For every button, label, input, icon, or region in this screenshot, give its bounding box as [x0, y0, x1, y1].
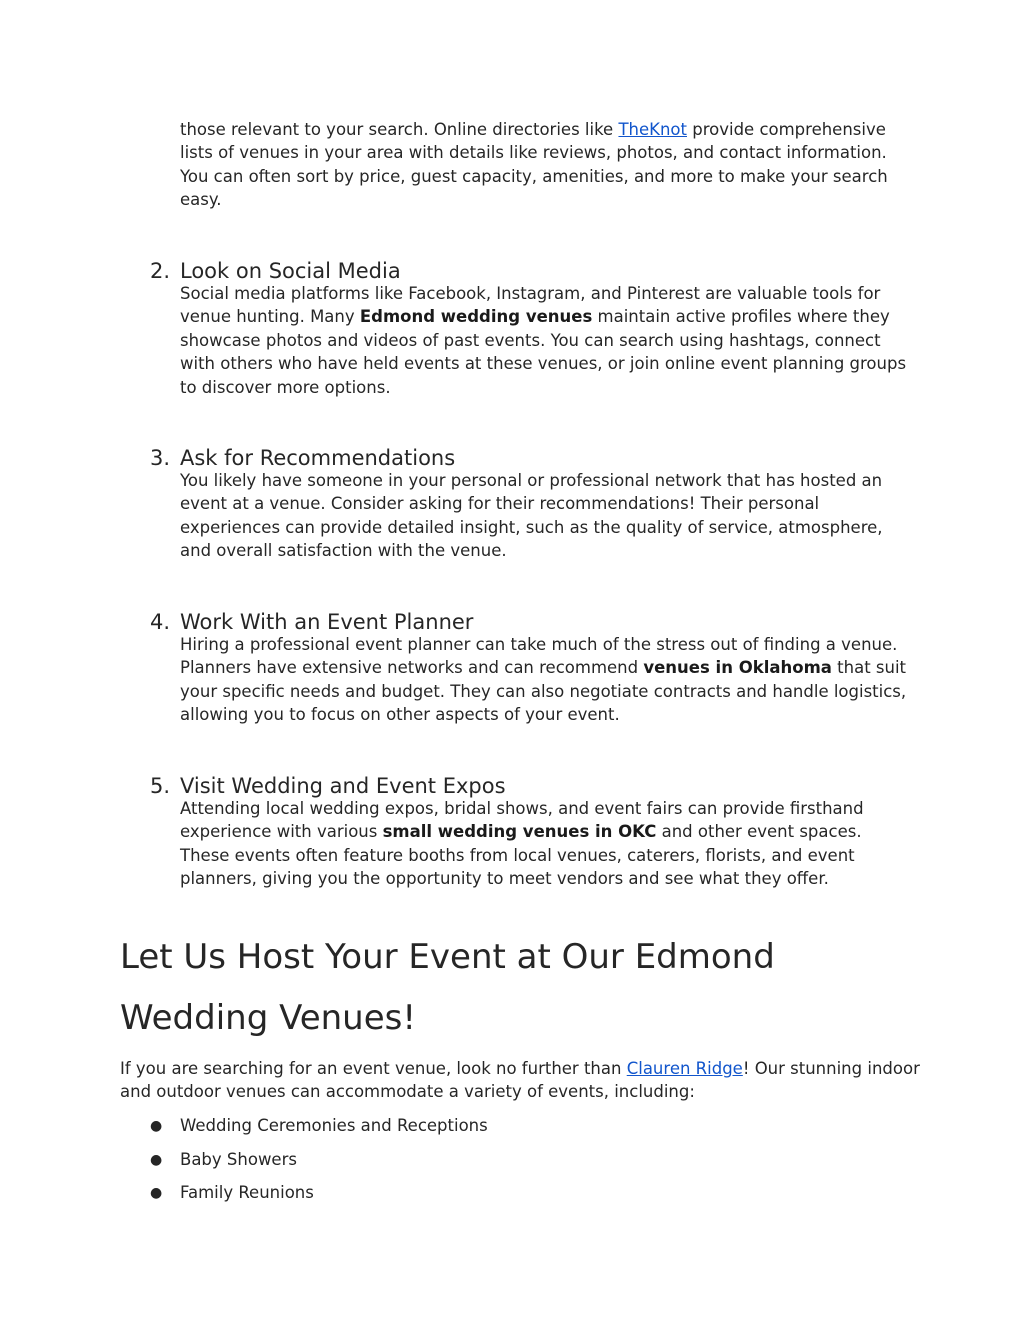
bullet-icon: ●	[150, 1185, 163, 1201]
intro-paragraph: those relevant to your search. Online directories like TheKnot provide comprehensive lists of venues in your area with details like reviews, photos, and contact information. You can often sort by price, guest capacity, amenities, and more to make your search easy.	[180, 120, 888, 210]
item-title-event-planner: Work With an Event Planner	[180, 610, 474, 634]
item-body-recommendations: You likely have someone in your personal or professional network that has hosted an event at a venue. Consider asking for their recommendations! Their personal experiences can provide detailed insight, such as the quality of service, atmosphere, and overall satisfaction with the venue.	[180, 471, 883, 561]
bold-keyword: small wedding venues in OKC	[382, 822, 657, 842]
item-number: 3.	[150, 446, 171, 470]
item-number: 2.	[150, 259, 171, 283]
item-body-expos: Attending local wedding expos, bridal shows, and event fairs can provide firsthand experience with various small wedding venues in OKC and other event spaces. These events often feature booths from local venues, caterers, florists, and event planners, giving you the opportunity to meet vendors and see what they offer.	[180, 799, 864, 889]
list-item: Family Reunions	[180, 1183, 314, 1202]
theknot-link[interactable]: TheKnot	[618, 120, 687, 139]
list-item: Baby Showers	[180, 1150, 297, 1169]
heading-line-1: Let Us Host Your Event at Our Edmond	[120, 937, 775, 977]
item-title-expos: Visit Wedding and Event Expos	[180, 774, 506, 798]
item-body-event-planner: Hiring a professional event planner can take much of the stress out of finding a venue. Planners have extensive networks and can recommend venues in Oklahoma that suit your specific needs and budget. They can also negotiate contracts and handle logistics, allowing you to focus on other aspects of your event.	[180, 635, 907, 725]
closing-paragraph: If you are searching for an event venue, look no further than Clauren Ridge! Our stunning indoor and outdoor venues can accommodate a variety of events, including:	[120, 1059, 920, 1102]
heading-line-2: Wedding Venues!	[120, 998, 416, 1038]
list-item: Wedding Ceremonies and Receptions	[180, 1116, 488, 1135]
item-number: 4.	[150, 610, 171, 634]
clauren-ridge-link[interactable]: Clauren Ridge	[626, 1059, 743, 1078]
bold-keyword: venues in Oklahoma	[643, 658, 832, 678]
bullet-icon: ●	[150, 1152, 163, 1168]
item-title-recommendations: Ask for Recommendations	[180, 446, 456, 470]
bullet-icon: ●	[150, 1118, 163, 1134]
section-heading	[120, 927, 900, 1049]
item-title-social-media: Look on Social Media	[180, 259, 401, 283]
item-body-social-media: Social media platforms like Facebook, Instagram, and Pinterest are valuable tools for venue hunting. Many Edmond wedding venues maintain active profiles where they showcase photos and videos of past events. You can search using hashtags, connect with others who have held events at these venues, or join online event planning groups to discover more options.	[180, 284, 907, 397]
bold-keyword: Edmond wedding venues	[359, 307, 593, 327]
item-number: 5.	[150, 774, 171, 798]
